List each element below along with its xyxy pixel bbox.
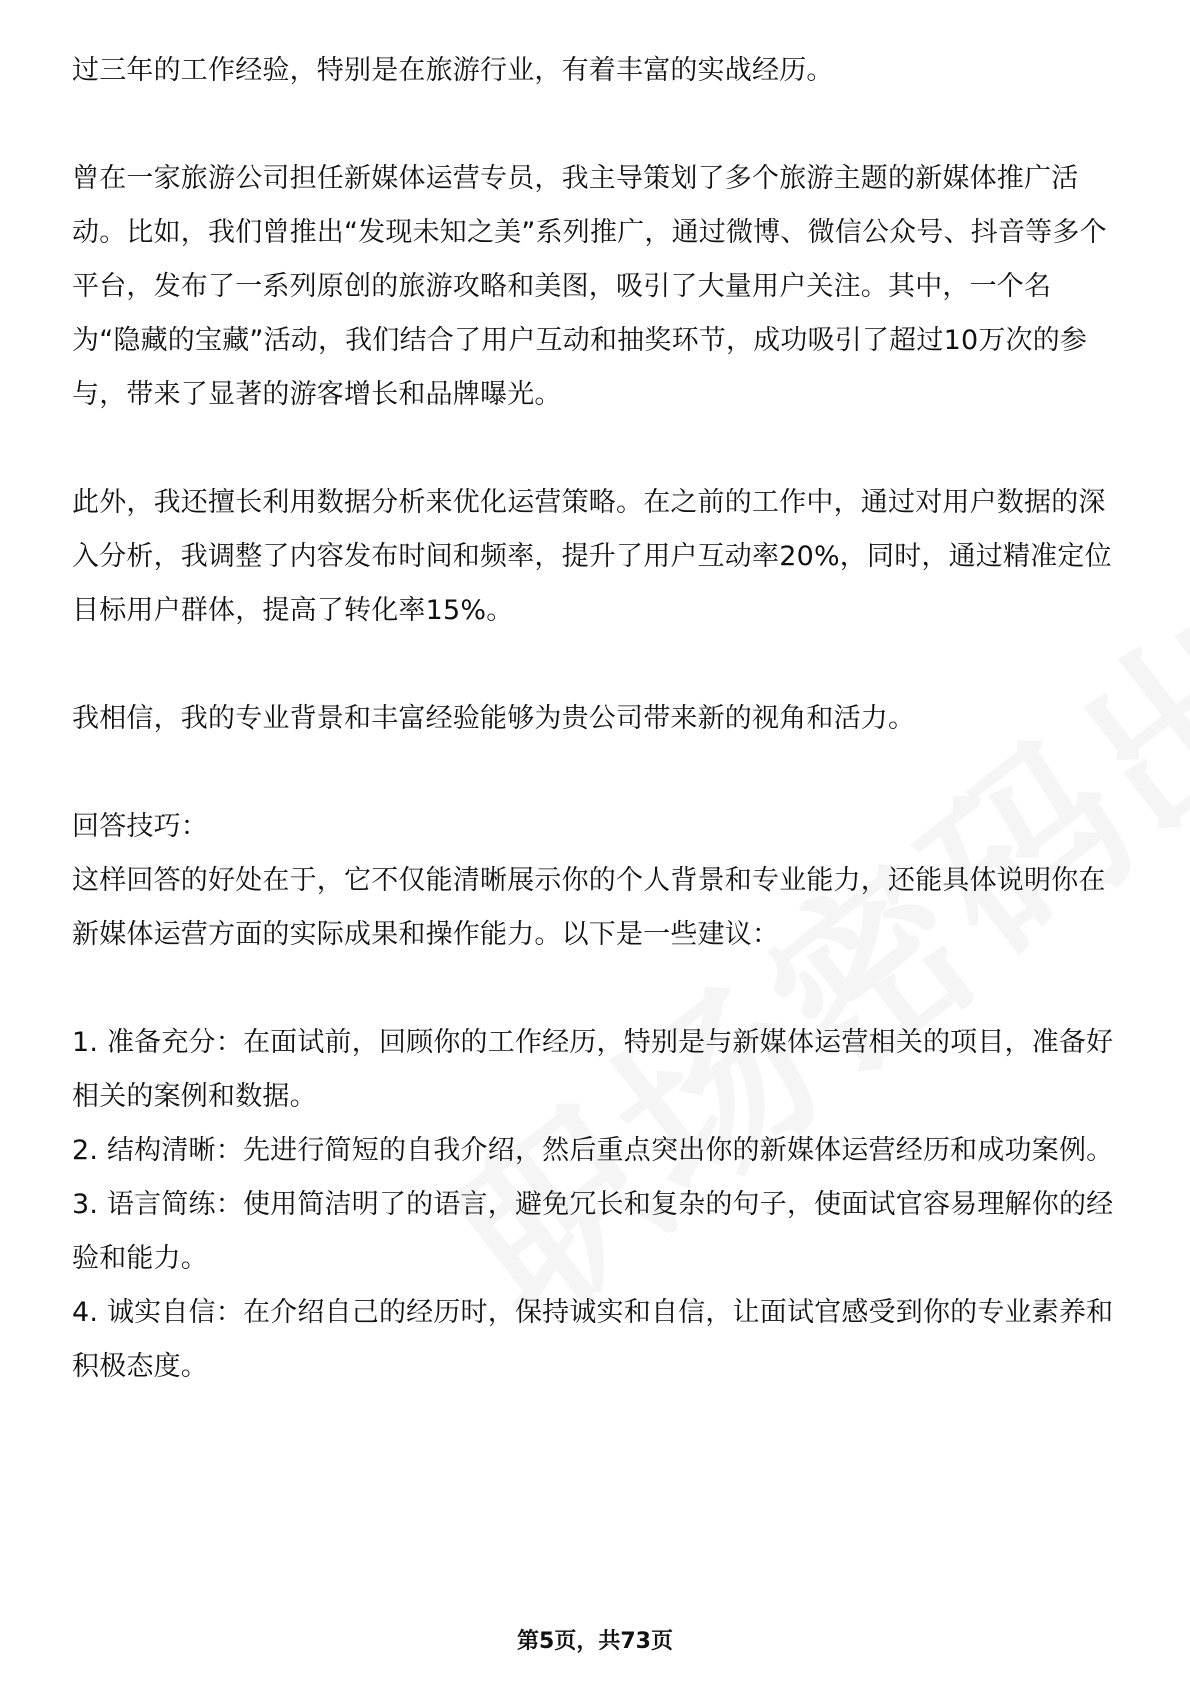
paragraph-gap: [72, 98, 1118, 152]
paragraph-data-analysis: 此外，我还擅长利用数据分析来优化运营策略。在之前的工作中，通过对用户数据的深入分析，我调整了内容发布时间和频率，提升了用户互动率20%，同时，通过精准定位目标用户群体，提高了转化率15%。: [72, 487, 1112, 626]
tip-item-4: 4. 诚实自信：在介绍自己的经历时，保持诚实和自信，让面试官感受到你的专业素养和积极态度。: [72, 1297, 1114, 1382]
tip-item-1: 1. 准备充分：在面试前，回顾你的工作经历，特别是与新媒体运营相关的项目，准备好相关的案例和数据。: [72, 1027, 1114, 1112]
tip-item-3: 3. 语言简练：使用简洁明了的语言，避免冗长和复杂的句子，使面试官容易理解你的经验和能力。: [72, 1189, 1114, 1274]
tip-item-2: 2. 结构清晰：先进行简短的自我介绍，然后重点突出你的新媒体运营经历和成功案例。: [72, 1135, 1114, 1166]
paragraph-gap: [72, 422, 1118, 476]
paragraph-travel-company: 曾在一家旅游公司担任新媒体运营专员，我主导策划了多个旅游主题的新媒体推广活动。比如，我们曾推出“发现未知之美”系列推广，通过微博、微信公众号、抖音等多个平台，发布了一系列原创的旅游攻略和美图，吸引了大量用户关注。其中，一个名为“隐藏的宝藏”活动，我们结合了用户互动和抽奖环节，成功吸引了超过10万次的参与，带来了显著的游客增长和品牌曝光。: [72, 163, 1107, 410]
paragraph-gap: [72, 746, 1118, 800]
tips-heading: 回答技巧：: [72, 811, 208, 842]
page-number: 第5页，共73页: [517, 1629, 673, 1654]
page-body: [72, 44, 1118, 1394]
paragraph-gap: [72, 638, 1118, 692]
paragraph-conclusion: 我相信，我的专业背景和丰富经验能够为贵公司带来新的视角和活力。: [72, 703, 916, 734]
paragraph-gap: [72, 962, 1118, 1016]
tips-intro: 这样回答的好处在于，它不仅能清晰展示你的个人背景和专业能力，还能具体说明你在新媒体运营方面的实际成果和操作能力。以下是一些建议：: [72, 865, 1106, 950]
paragraph-experience-intro: 过三年的工作经验，特别是在旅游行业，有着丰富的实战经历。: [72, 55, 834, 86]
